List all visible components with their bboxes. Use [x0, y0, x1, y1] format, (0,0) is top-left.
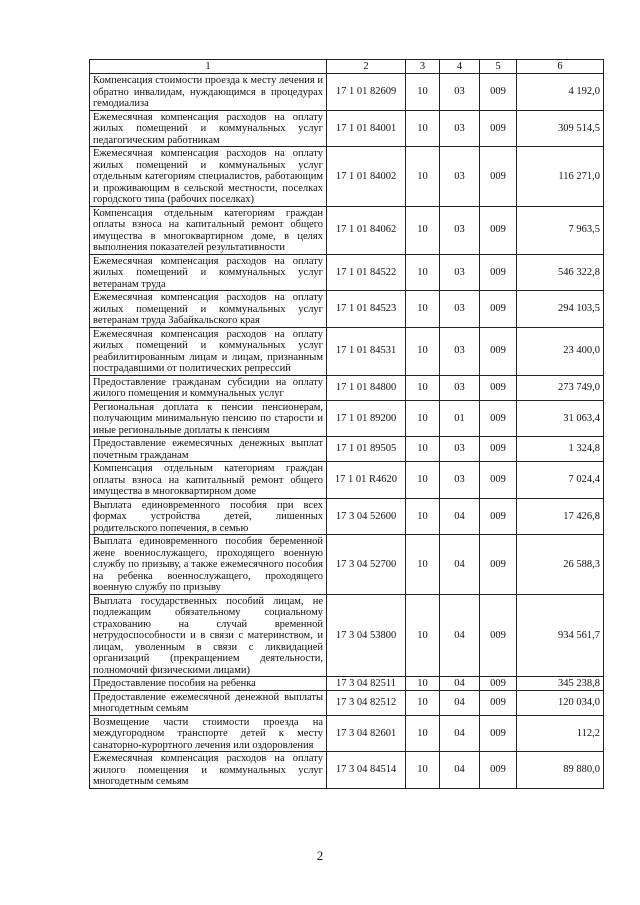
row-name-cell: Ежемесячная компенсация расходов на оплату жилых помещений и коммунальных услуг ветеранам труда — [90, 254, 327, 291]
budget-table — [89, 59, 604, 789]
row-section-cell: 10 — [406, 291, 440, 328]
row-code-cell: 17 1 01 84531 — [327, 327, 406, 375]
row-code-cell: 17 3 04 82512 — [327, 690, 406, 715]
budget-table-container — [89, 59, 603, 789]
row-amount-cell: 7 963,5 — [517, 206, 604, 254]
row-code-cell: 17 1 01 84062 — [327, 206, 406, 254]
row-name-cell: Предоставление гражданам субсидии на оплату жилого помещения и коммунальных услуг — [90, 375, 327, 400]
row-name-cell: Ежемесячная компенсация расходов на оплату жилого помещения и коммунальных услуг многодетным семьям — [90, 752, 327, 789]
row-subsection-cell: 04 — [440, 677, 480, 691]
row-type-cell: 009 — [480, 254, 517, 291]
row-subsection-cell: 03 — [440, 147, 480, 207]
row-section-cell: 10 — [406, 498, 440, 535]
row-type-cell: 009 — [480, 437, 517, 462]
row-amount-cell: 89 880,0 — [517, 752, 604, 789]
row-subsection-cell: 04 — [440, 535, 480, 595]
row-section-cell: 10 — [406, 752, 440, 789]
row-subsection-cell: 03 — [440, 462, 480, 499]
row-amount-cell: 345 238,8 — [517, 677, 604, 691]
row-type-cell: 009 — [480, 690, 517, 715]
row-section-cell: 10 — [406, 147, 440, 207]
row-name-cell: Выплата государственных пособий лицам, не подлежащим обязательному социальному страхованию на случай временной нетрудоспособности и в связи с материнством, и лицам, уволенным в связи с ликвидацией организаций (прекращением деятельности, полномочий физическими лицами) — [90, 594, 327, 677]
row-subsection-cell: 03 — [440, 254, 480, 291]
table-row — [90, 110, 604, 147]
header-col-5: 5 — [480, 60, 517, 74]
row-subsection-cell: 03 — [440, 327, 480, 375]
row-name-cell: Предоставление пособия на ребенка — [90, 677, 327, 691]
table-row — [90, 375, 604, 400]
row-amount-cell: 309 514,5 — [517, 110, 604, 147]
row-code-cell: 17 3 04 84514 — [327, 752, 406, 789]
row-amount-cell: 7 024,4 — [517, 462, 604, 499]
row-subsection-cell: 03 — [440, 437, 480, 462]
row-type-cell: 009 — [480, 535, 517, 595]
table-row — [90, 752, 604, 789]
table-row — [90, 594, 604, 677]
row-subsection-cell: 04 — [440, 498, 480, 535]
row-subsection-cell: 03 — [440, 74, 480, 111]
table-row — [90, 327, 604, 375]
row-amount-cell: 4 192,0 — [517, 74, 604, 111]
row-subsection-cell: 03 — [440, 206, 480, 254]
row-subsection-cell: 04 — [440, 594, 480, 677]
row-amount-cell: 120 034,0 — [517, 690, 604, 715]
row-type-cell: 009 — [480, 74, 517, 111]
row-code-cell: 17 1 01 84800 — [327, 375, 406, 400]
header-col-2: 2 — [327, 60, 406, 74]
row-code-cell: 17 1 01 89200 — [327, 400, 406, 437]
row-type-cell: 009 — [480, 147, 517, 207]
row-code-cell: 17 1 01 84522 — [327, 254, 406, 291]
row-type-cell: 009 — [480, 594, 517, 677]
row-section-cell: 10 — [406, 594, 440, 677]
table-row — [90, 715, 604, 752]
row-type-cell: 009 — [480, 462, 517, 499]
row-name-cell: Ежемесячная компенсация расходов на оплату жилых помещений и коммунальных услуг ветеранам труда Забайкальского края — [90, 291, 327, 328]
row-amount-cell: 31 063,4 — [517, 400, 604, 437]
row-subsection-cell: 01 — [440, 400, 480, 437]
row-code-cell: 17 3 04 52700 — [327, 535, 406, 595]
row-name-cell: Ежемесячная компенсация расходов на оплату жилых помещений и коммунальных услуг отдельным категориям специалистов, работающим и проживающим в сельской местности, поселках городского типа (рабочих поселках) — [90, 147, 327, 207]
row-name-cell: Выплата единовременного пособия беременной жене военнослужащего, проходящего военную службу по призыву, а также ежемесячного пособия на ребенка военнослужащего, проходящего военную службу по призыву — [90, 535, 327, 595]
row-type-cell: 009 — [480, 110, 517, 147]
row-name-cell: Компенсация отдельным категориям граждан оплаты взноса на капитальный ремонт общего имущества в многоквартирном доме — [90, 462, 327, 499]
row-code-cell: 17 3 04 82601 — [327, 715, 406, 752]
row-name-cell: Компенсация стоимости проезда к месту лечения и обратно инвалидам, нуждающимся в процедурах гемодиализа — [90, 74, 327, 111]
table-row — [90, 498, 604, 535]
row-section-cell: 10 — [406, 437, 440, 462]
row-subsection-cell: 04 — [440, 752, 480, 789]
row-type-cell: 009 — [480, 498, 517, 535]
row-amount-cell: 294 103,5 — [517, 291, 604, 328]
row-name-cell: Компенсация отдельным категориям граждан оплаты взноса на капитальный ремонт общего имущества в многоквартирном доме, в целях выполнения показателей результативности — [90, 206, 327, 254]
header-col-4: 4 — [440, 60, 480, 74]
row-type-cell: 009 — [480, 677, 517, 691]
row-code-cell: 17 1 01 84001 — [327, 110, 406, 147]
row-section-cell: 10 — [406, 254, 440, 291]
row-code-cell: 17 3 04 52600 — [327, 498, 406, 535]
row-subsection-cell: 04 — [440, 715, 480, 752]
row-amount-cell: 934 561,7 — [517, 594, 604, 677]
row-code-cell: 17 1 01 84002 — [327, 147, 406, 207]
table-row — [90, 690, 604, 715]
row-type-cell: 009 — [480, 291, 517, 328]
row-amount-cell: 17 426,8 — [517, 498, 604, 535]
table-row — [90, 74, 604, 111]
row-name-cell: Региональная доплата к пенсии пенсионерам, получающим минимальную пенсию по старости и иные региональные доплаты к пенсиям — [90, 400, 327, 437]
table-row — [90, 254, 604, 291]
table-row — [90, 535, 604, 595]
header-col-3: 3 — [406, 60, 440, 74]
row-section-cell: 10 — [406, 715, 440, 752]
header-row — [90, 60, 604, 74]
row-code-cell: 17 1 01 82609 — [327, 74, 406, 111]
table-row — [90, 291, 604, 328]
row-code-cell: 17 1 01 84523 — [327, 291, 406, 328]
row-subsection-cell: 03 — [440, 110, 480, 147]
row-code-cell: 17 1 01 89505 — [327, 437, 406, 462]
row-type-cell: 009 — [480, 400, 517, 437]
row-name-cell: Возмещение части стоимости проезда на междугородном транспорте детей к месту санаторно-курортного лечения или оздоровления — [90, 715, 327, 752]
row-section-cell: 10 — [406, 327, 440, 375]
row-type-cell: 009 — [480, 752, 517, 789]
row-amount-cell: 116 271,0 — [517, 147, 604, 207]
row-name-cell: Выплата единовременного пособия при всех формах устройства детей, лишенных родительского попечения, в семью — [90, 498, 327, 535]
row-name-cell: Предоставление ежемесячных денежных выплат почетным гражданам — [90, 437, 327, 462]
row-amount-cell: 23 400,0 — [517, 327, 604, 375]
row-amount-cell: 26 588,3 — [517, 535, 604, 595]
row-type-cell: 009 — [480, 327, 517, 375]
table-row — [90, 206, 604, 254]
row-section-cell: 10 — [406, 110, 440, 147]
row-amount-cell: 112,2 — [517, 715, 604, 752]
row-name-cell: Предоставление ежемесячной денежной выплаты многодетным семьям — [90, 690, 327, 715]
row-amount-cell: 273 749,0 — [517, 375, 604, 400]
row-code-cell: 17 3 04 82511 — [327, 677, 406, 691]
row-type-cell: 009 — [480, 375, 517, 400]
table-row — [90, 400, 604, 437]
page-number: 2 — [316, 848, 324, 863]
row-section-cell: 10 — [406, 462, 440, 499]
header-col-1: 1 — [90, 60, 327, 74]
table-row — [90, 147, 604, 207]
row-section-cell: 10 — [406, 535, 440, 595]
row-subsection-cell: 03 — [440, 291, 480, 328]
row-code-cell: 17 3 04 53800 — [327, 594, 406, 677]
row-section-cell: 10 — [406, 74, 440, 111]
row-section-cell: 10 — [406, 400, 440, 437]
row-subsection-cell: 03 — [440, 375, 480, 400]
table-row — [90, 677, 604, 691]
row-section-cell: 10 — [406, 677, 440, 691]
row-name-cell: Ежемесячная компенсация расходов на оплату жилых помещений и коммунальных услуг педагогическим работникам — [90, 110, 327, 147]
header-col-6: 6 — [517, 60, 604, 74]
row-amount-cell: 546 322,8 — [517, 254, 604, 291]
row-code-cell: 17 1 01 R4620 — [327, 462, 406, 499]
row-amount-cell: 1 324,8 — [517, 437, 604, 462]
row-name-cell: Ежемесячная компенсация расходов на оплату жилых помещений и коммунальных услуг реабилитированным лицам и лицам, признанным пострадавшими от политических репрессий — [90, 327, 327, 375]
row-section-cell: 10 — [406, 206, 440, 254]
row-subsection-cell: 04 — [440, 690, 480, 715]
row-section-cell: 10 — [406, 690, 440, 715]
row-type-cell: 009 — [480, 206, 517, 254]
row-section-cell: 10 — [406, 375, 440, 400]
table-row — [90, 462, 604, 499]
row-type-cell: 009 — [480, 715, 517, 752]
table-body — [90, 74, 604, 789]
table-row — [90, 437, 604, 462]
